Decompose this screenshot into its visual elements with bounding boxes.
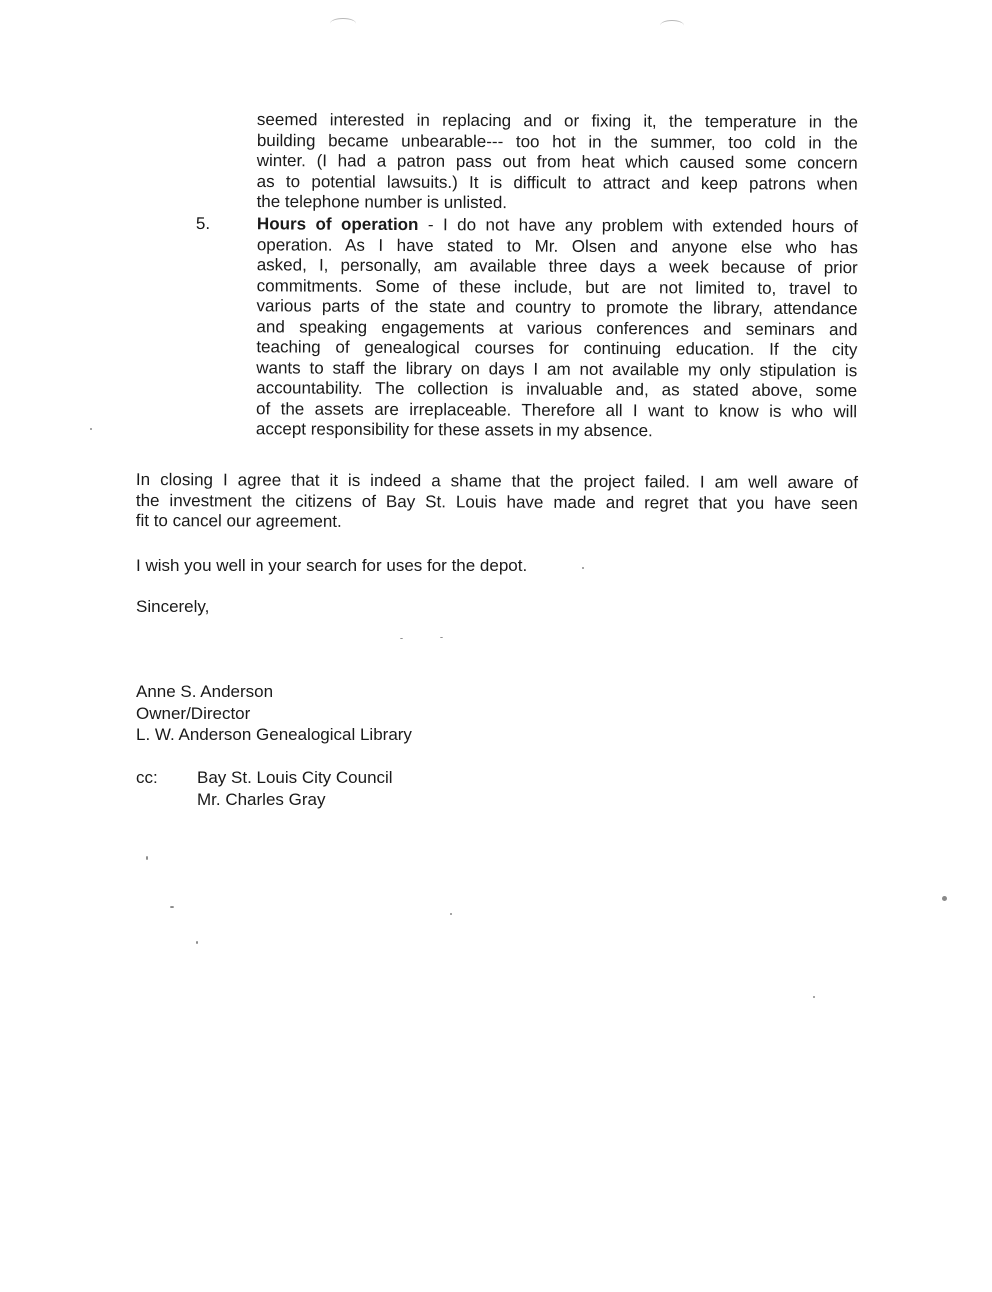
signature-block xyxy=(136,681,412,746)
text-line: commitments. Some of these include, but are not limited to, travel to xyxy=(256,275,858,298)
text-line: of the assets are irreplaceable. Therefore all I want to know is who will xyxy=(256,398,858,421)
text-line: teaching of genealogical courses for continuing education. If the city xyxy=(256,337,858,360)
text-line: the telephone number is unlisted. xyxy=(256,191,508,213)
text-line: I wish you well in your search for uses for the depot. xyxy=(136,556,528,575)
text-line: accountability. The collection is invaluable and, as stated above, some xyxy=(256,378,858,401)
scan-speck xyxy=(450,913,452,915)
text-line: building became unbearable--- too hot in the summer, too cold in the xyxy=(256,130,858,153)
text-line: various parts of the state and country to promote the library, attendance xyxy=(256,296,858,319)
text-line: and speaking engagements at various conferences and seminars and xyxy=(256,316,858,339)
text-line xyxy=(257,214,858,237)
text-line: fit to cancel our agreement. xyxy=(135,510,342,531)
scan-speck xyxy=(440,637,443,638)
text-line: asked, I, personally, am available three days a week because of prior xyxy=(256,255,858,278)
sign-off-text: Sincerely, xyxy=(136,597,210,616)
item-text: - I do not have any problem with extended hours of xyxy=(418,215,858,237)
scan-speck xyxy=(146,856,148,860)
text-line: wants to staff the library on days I am not available my only stipulation is xyxy=(256,357,858,380)
sign-off xyxy=(136,597,209,618)
scan-speck xyxy=(170,906,174,908)
text-line: winter. (I had a patron pass out from heat which caused some concern xyxy=(256,150,858,173)
cc-recipient: Mr. Charles Gray xyxy=(197,789,326,809)
text-line: as to potential lawsuits.) It is difficult to attract and keep patrons when xyxy=(256,171,858,194)
scan-speck xyxy=(400,638,403,639)
text-line: operation. As I have stated to Mr. Olsen and anyone else who has xyxy=(256,234,858,257)
signer-name: Anne S. Anderson xyxy=(136,682,274,701)
text-line: seemed interested in replacing and or fixing it, the temperature in the xyxy=(256,110,858,132)
scan-speck xyxy=(942,896,947,901)
item-heading: Hours of operation xyxy=(256,214,419,235)
scan-mark xyxy=(660,20,684,31)
scan-speck xyxy=(196,941,198,944)
cc-recipient: Bay St. Louis City Council xyxy=(197,768,393,787)
closing-paragraph xyxy=(136,470,858,535)
continuation-paragraph xyxy=(257,110,858,215)
signer-title: Owner/Director xyxy=(136,703,251,723)
cc-label: cc: xyxy=(136,768,158,787)
wish-paragraph xyxy=(136,556,858,577)
scan-speck xyxy=(90,428,92,430)
scan-speck xyxy=(813,996,815,998)
cc-recipients xyxy=(197,767,393,810)
scan-mark xyxy=(330,18,356,29)
text-line: In closing I agree that it is indeed a shame that the project failed. I am well aware of xyxy=(135,470,858,493)
text-line: the investment the citizens of Bay St. Louis have made and regret that you have seen xyxy=(135,490,858,513)
item-body xyxy=(256,214,858,442)
item-number: 5. xyxy=(195,214,211,234)
signer-organization: L. W. Anderson Genealogical Library xyxy=(136,725,412,744)
text-line: accept responsibility for these assets in my absence. xyxy=(255,419,653,441)
